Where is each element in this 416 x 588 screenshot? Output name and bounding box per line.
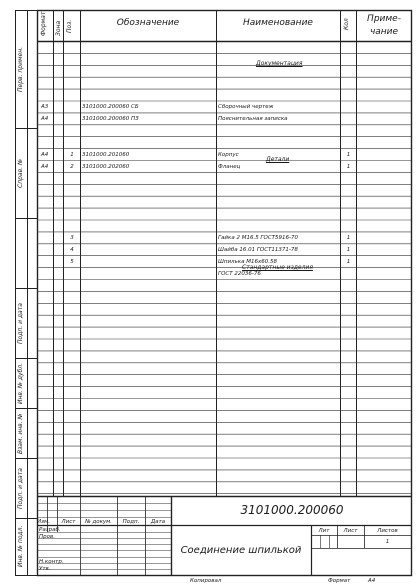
row-0-name: Сборочный чертеж <box>218 104 274 110</box>
side-label-1: Справ. № <box>17 158 24 188</box>
side-label-5: Подп. и дата <box>17 467 24 509</box>
header-designation: Обозначение <box>116 18 180 28</box>
row-1-format: А4 <box>41 115 49 122</box>
row-6-pos: 5 <box>70 258 74 265</box>
row-3-format: А4 <box>41 163 49 170</box>
role-3: Н.контр. <box>39 559 64 565</box>
doc-number: 3101000.200060 <box>240 503 344 517</box>
side-label-4: Взам. инв. № <box>17 412 24 454</box>
section-standard: Стандартные изделия <box>242 264 313 271</box>
row-0-designation: 3101000.200060 СБ <box>82 104 139 110</box>
role-4: Утв. <box>39 566 51 572</box>
row-4-qty: 1 <box>346 234 351 241</box>
footer-format: Формат <box>328 578 351 584</box>
doc-title: Соединение шпилькой <box>180 545 302 556</box>
tb-col-sign: Подп. <box>122 519 140 525</box>
tb-sheet: Лист <box>343 528 358 534</box>
row-4-name: Гайка 2 М16.5 ГОСТ5916-70 <box>218 234 299 241</box>
row-0-format: А3 <box>41 104 49 110</box>
row-6-qty: 1 <box>346 258 351 265</box>
tb-col-list: Лист <box>61 519 76 525</box>
row-3-pos: 2 <box>70 163 74 170</box>
row-5-name: Шайба 16.01 ГОСТ11371-78 <box>218 246 298 253</box>
row-3-designation: 3101000.202060 <box>82 163 130 170</box>
side-label-6: Инв. № подл. <box>17 525 24 567</box>
row-7-name: ГОСТ 22036-76 <box>218 270 261 277</box>
role-1: Пров. <box>39 534 55 540</box>
header-note: Приме- чание <box>367 14 401 37</box>
row-1-designation: 3101000.200060 ПЗ <box>82 115 139 122</box>
side-label-2: Подп. и дата <box>17 302 24 344</box>
section-parts: Детали <box>266 156 290 163</box>
tb-col-izm: Изм. <box>37 519 50 525</box>
header-name: Наименование <box>243 18 313 28</box>
row-3-name: Фланец <box>218 163 241 170</box>
tb-col-docnum: № докум. <box>84 519 113 525</box>
tb-sheets: Листов <box>377 528 398 534</box>
tb-col-date: Дата <box>150 519 166 525</box>
row-4-pos: 3 <box>70 234 74 241</box>
row-5-pos: 4 <box>70 246 74 253</box>
row-3-qty: 1 <box>346 163 351 170</box>
row-5-qty: 1 <box>346 246 351 253</box>
row-2-format: А4 <box>41 151 49 158</box>
row-2-qty: 1 <box>346 151 351 158</box>
row-1-name: Пояснительная записка <box>218 115 288 122</box>
side-label-3: Инв. № дубл. <box>17 362 24 404</box>
section-documentation: Документация <box>256 60 303 67</box>
row-2-pos: 1 <box>70 151 74 158</box>
row-2-designation: 3101000.201060 <box>82 151 130 158</box>
row-6-name: Шпилька М16х60.58 <box>218 258 277 265</box>
tb-lit: Лит <box>318 528 330 534</box>
side-label-0: Перв. примен. <box>17 46 24 92</box>
role-0: Разраб. <box>39 527 61 533</box>
footer-copied: Копировал <box>190 578 222 584</box>
tb-sheets-value: 1 <box>385 539 390 545</box>
footer-format-value: А4 <box>368 578 376 584</box>
row-2-name: Корпус <box>218 151 239 158</box>
